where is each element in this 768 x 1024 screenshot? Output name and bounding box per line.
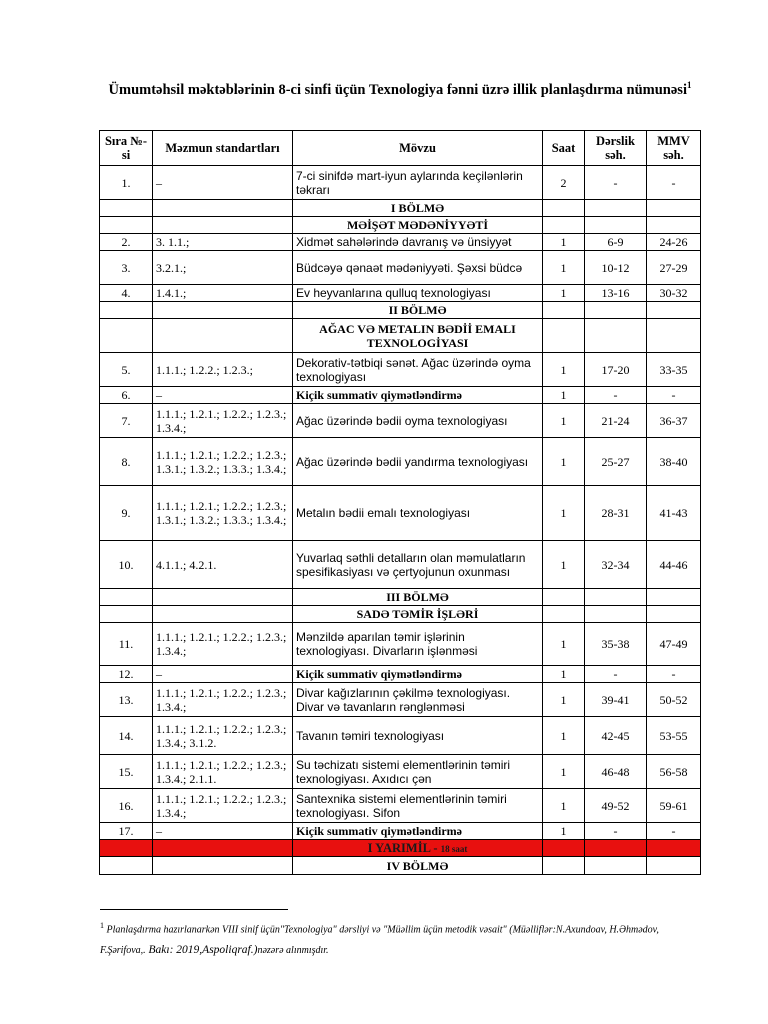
- table-row: [100, 166, 701, 200]
- row-mmv-page: 30-32: [647, 285, 701, 302]
- row-mmv-page: 47-49: [647, 623, 701, 666]
- empty-cell: [585, 319, 647, 353]
- empty-cell: [153, 857, 293, 875]
- row-standards: 1.1.1.; 1.2.1.; 1.2.2.; 1.2.3.; 1.3.1.; 1.3.2.; 1.3.3.; 1.3.4.;: [153, 486, 293, 541]
- row-standards: 1.1.1.; 1.2.1.; 1.2.2.; 1.2.3.; 1.3.4.;: [153, 404, 293, 438]
- row-topic: Kiçik summativ qiymətləndirmə: [293, 666, 543, 683]
- row-number: 10.: [100, 541, 153, 589]
- section-title: SADƏ TƏMİR İŞLƏRİ: [293, 606, 543, 623]
- section-title: MƏİŞƏT MƏDƏNİYYƏTİ: [293, 217, 543, 234]
- row-topic: Ağac üzərində bədii yandırma texnologiyası: [293, 438, 543, 486]
- table-row: [100, 789, 701, 823]
- empty-cell: [543, 589, 585, 606]
- empty-cell: [100, 200, 153, 217]
- row-number: 13.: [100, 683, 153, 717]
- row-textbook-page: 32-34: [585, 541, 647, 589]
- empty-cell: [153, 840, 293, 857]
- empty-cell: [100, 589, 153, 606]
- row-hours: 1: [543, 683, 585, 717]
- empty-cell: [100, 319, 153, 353]
- empty-cell: [543, 200, 585, 217]
- section-row: [100, 200, 701, 217]
- table-row: [100, 666, 701, 683]
- row-number: 17.: [100, 823, 153, 840]
- empty-cell: [153, 200, 293, 217]
- empty-cell: [153, 302, 293, 319]
- row-textbook-page: 49-52: [585, 789, 647, 823]
- section-title: III BÖLMƏ: [293, 589, 543, 606]
- footnote-mark: 1: [100, 921, 104, 930]
- row-standards: 1.1.1.; 1.2.1.; 1.2.2.; 1.2.3.; 1.3.4.;: [153, 789, 293, 823]
- row-topic: Santexnika sistemi elementlərinin təmiri texnologiyası. Sifon: [293, 789, 543, 823]
- row-hours: 1: [543, 623, 585, 666]
- page-title: [100, 74, 700, 101]
- row-standards: –: [153, 823, 293, 840]
- plan-table-body: [100, 166, 701, 875]
- table-row: [100, 755, 701, 789]
- table-row: [100, 683, 701, 717]
- row-mmv-page: 36-37: [647, 404, 701, 438]
- empty-cell: [153, 606, 293, 623]
- empty-cell: [585, 200, 647, 217]
- row-hours: 1: [543, 285, 585, 302]
- row-textbook-page: 46-48: [585, 755, 647, 789]
- row-standards: 1.1.1.; 1.2.1.; 1.2.2.; 1.2.3.; 1.3.4.;: [153, 623, 293, 666]
- row-mmv-page: 38-40: [647, 438, 701, 486]
- row-hours: 1: [543, 666, 585, 683]
- row-number: 5.: [100, 353, 153, 387]
- table-row: [100, 623, 701, 666]
- row-standards: 1.4.1.;: [153, 285, 293, 302]
- page-title-text: Ümumtəhsil məktəblərinin 8-ci sinfi üçün Texnologiya fənni üzrə illik planlaşdırma nümunəsi: [108, 81, 687, 98]
- row-standards: 1.1.1.; 1.2.2.; 1.2.3.;: [153, 353, 293, 387]
- section-title: I BÖLMƏ: [293, 200, 543, 217]
- row-mmv-page: 56-58: [647, 755, 701, 789]
- row-hours: 1: [543, 353, 585, 387]
- row-standards: –: [153, 666, 293, 683]
- empty-cell: [585, 840, 647, 857]
- section-row: [100, 217, 701, 234]
- header-mmv-page: MMV səh.: [647, 131, 701, 166]
- semester-row: [100, 840, 701, 857]
- row-textbook-page: 28-31: [585, 486, 647, 541]
- row-hours: 1: [543, 251, 585, 285]
- table-row: [100, 438, 701, 486]
- row-textbook-page: -: [585, 666, 647, 683]
- row-topic: Mənzildə aparılan təmir işlərinin texnologiyası. Divarların işlənməsi: [293, 623, 543, 666]
- row-textbook-page: 25-27: [585, 438, 647, 486]
- row-topic: Xidmət sahələrində davranış və ünsiyyət: [293, 234, 543, 251]
- row-topic: Ev heyvanlarına qulluq texnologiyası: [293, 285, 543, 302]
- row-mmv-page: 50-52: [647, 683, 701, 717]
- row-textbook-page: 42-45: [585, 717, 647, 755]
- empty-cell: [543, 319, 585, 353]
- row-number: 11.: [100, 623, 153, 666]
- row-topic: Dekorativ-tətbiqi sənət. Ağac üzərində oyma texnologiyası: [293, 353, 543, 387]
- semester-label: I YARIMİL -: [367, 840, 441, 855]
- row-number: 7.: [100, 404, 153, 438]
- empty-cell: [585, 302, 647, 319]
- title-footnote-mark: 1: [686, 80, 692, 90]
- row-textbook-page: 10-12: [585, 251, 647, 285]
- empty-cell: [647, 302, 701, 319]
- row-hours: 1: [543, 823, 585, 840]
- empty-cell: [647, 606, 701, 623]
- footnote-text-1: Planlaşdırma hazırlanarkən VIII sinif üçün"Texnologiya" dərsliyi və "Müəllim üçün metodik vəsait" (Müəlliflər:N.Axundoav, H.Əhmədov, F.Şərifova,.: [100, 924, 659, 957]
- row-number: 14.: [100, 717, 153, 755]
- empty-cell: [153, 217, 293, 234]
- table-row: [100, 404, 701, 438]
- footnote: [100, 916, 700, 961]
- row-mmv-page: -: [647, 387, 701, 404]
- footnote-text-2: Bakı: 2019,Aspoliqraf.): [145, 944, 258, 957]
- table-row: [100, 486, 701, 541]
- section-row: [100, 302, 701, 319]
- row-number: 16.: [100, 789, 153, 823]
- plan-table: [99, 130, 701, 875]
- row-hours: 1: [543, 404, 585, 438]
- row-mmv-page: 27-29: [647, 251, 701, 285]
- semester-title: [293, 840, 543, 857]
- empty-cell: [543, 606, 585, 623]
- table-header-row: [100, 131, 701, 166]
- table-row: [100, 234, 701, 251]
- row-standards: 1.1.1.; 1.2.1.; 1.2.2.; 1.2.3.; 1.3.4.; 2.1.1.: [153, 755, 293, 789]
- row-textbook-page: 13-16: [585, 285, 647, 302]
- footnote-text-3: nəzərə alınmışdır.: [257, 945, 329, 957]
- empty-cell: [585, 606, 647, 623]
- row-textbook-page: -: [585, 387, 647, 404]
- row-topic: 7-ci sinifdə mart-iyun aylarında keçilənlərin təkrarı: [293, 166, 543, 200]
- row-topic: Büdcəyə qənaət mədəniyyəti. Şəxsi büdcə: [293, 251, 543, 285]
- row-number: 8.: [100, 438, 153, 486]
- empty-cell: [647, 589, 701, 606]
- row-mmv-page: -: [647, 666, 701, 683]
- section-row: [100, 589, 701, 606]
- row-topic: Divar kağızlarının çəkilmə texnologiyası. Divar və tavanların rənglənməsi: [293, 683, 543, 717]
- row-number: 3.: [100, 251, 153, 285]
- row-standards: 1.1.1.; 1.2.1.; 1.2.2.; 1.2.3.; 1.3.1.; 1.3.2.; 1.3.3.; 1.3.4.;: [153, 438, 293, 486]
- header-textbook-page: Dərslik səh.: [585, 131, 647, 166]
- table-row: [100, 387, 701, 404]
- empty-cell: [647, 319, 701, 353]
- empty-cell: [543, 840, 585, 857]
- table-row: [100, 823, 701, 840]
- empty-cell: [100, 302, 153, 319]
- section-row: [100, 319, 701, 353]
- row-textbook-page: 21-24: [585, 404, 647, 438]
- row-standards: 4.1.1.; 4.2.1.: [153, 541, 293, 589]
- semester-hours: 18 saat: [440, 843, 468, 854]
- empty-cell: [543, 217, 585, 234]
- empty-cell: [153, 589, 293, 606]
- row-textbook-page: 17-20: [585, 353, 647, 387]
- row-number: 12.: [100, 666, 153, 683]
- footnote-separator: [100, 909, 288, 910]
- table-row: [100, 285, 701, 302]
- row-hours: 1: [543, 755, 585, 789]
- row-topic: Ağac üzərində bədii oyma texnologiyası: [293, 404, 543, 438]
- row-textbook-page: 39-41: [585, 683, 647, 717]
- section-row: [100, 606, 701, 623]
- empty-cell: [585, 589, 647, 606]
- row-mmv-page: -: [647, 823, 701, 840]
- row-number: 4.: [100, 285, 153, 302]
- row-standards: 1.1.1.; 1.2.1.; 1.2.2.; 1.2.3.; 1.3.4.; 3.1.2.: [153, 717, 293, 755]
- row-mmv-page: 59-61: [647, 789, 701, 823]
- empty-cell: [543, 857, 585, 875]
- row-standards: 1.1.1.; 1.2.1.; 1.2.2.; 1.2.3.; 1.3.4.;: [153, 683, 293, 717]
- empty-cell: [153, 319, 293, 353]
- empty-cell: [585, 857, 647, 875]
- row-mmv-page: 44-46: [647, 541, 701, 589]
- row-standards: –: [153, 166, 293, 200]
- section-row: [100, 857, 701, 875]
- row-mmv-page: 33-35: [647, 353, 701, 387]
- header-no: Sıra №-si: [100, 131, 153, 166]
- row-standards: 3. 1.1.;: [153, 234, 293, 251]
- row-textbook-page: 6-9: [585, 234, 647, 251]
- empty-cell: [543, 302, 585, 319]
- row-topic: Kiçik summativ qiymətləndirmə: [293, 387, 543, 404]
- empty-cell: [647, 840, 701, 857]
- section-title: AĞAC VƏ METALIN BƏDİİ EMALI TEXNOLOGİYASI: [293, 319, 543, 353]
- row-number: 6.: [100, 387, 153, 404]
- header-hours: Saat: [543, 131, 585, 166]
- row-hours: 1: [543, 486, 585, 541]
- row-number: 1.: [100, 166, 153, 200]
- row-hours: 2: [543, 166, 585, 200]
- section-title: IV BÖLMƏ: [293, 857, 543, 875]
- row-topic: Tavanın təmiri texnologiyası: [293, 717, 543, 755]
- row-number: 15.: [100, 755, 153, 789]
- row-hours: 1: [543, 789, 585, 823]
- header-standards: Məzmun standartları: [153, 131, 293, 166]
- row-number: 9.: [100, 486, 153, 541]
- empty-cell: [647, 857, 701, 875]
- empty-cell: [585, 217, 647, 234]
- row-hours: 1: [543, 387, 585, 404]
- row-topic: Metalın bədii emalı texnologiyası: [293, 486, 543, 541]
- row-number: 2.: [100, 234, 153, 251]
- row-textbook-page: 35-38: [585, 623, 647, 666]
- empty-cell: [100, 606, 153, 623]
- row-mmv-page: -: [647, 166, 701, 200]
- empty-cell: [647, 200, 701, 217]
- row-topic: Yuvarlaq səthli detalların olan məmulatların spesifikasiyası və çertyojunun oxunması: [293, 541, 543, 589]
- table-row: [100, 717, 701, 755]
- row-mmv-page: 24-26: [647, 234, 701, 251]
- row-standards: –: [153, 387, 293, 404]
- row-mmv-page: 53-55: [647, 717, 701, 755]
- row-topic: Kiçik summativ qiymətləndirmə: [293, 823, 543, 840]
- table-row: [100, 353, 701, 387]
- section-title: II BÖLMƏ: [293, 302, 543, 319]
- row-mmv-page: 41-43: [647, 486, 701, 541]
- row-hours: 1: [543, 717, 585, 755]
- header-topic: Mövzu: [293, 131, 543, 166]
- table-row: [100, 541, 701, 589]
- row-topic: Su təchizatı sistemi elementlərinin təmiri texnologiyası. Axıdıcı çən: [293, 755, 543, 789]
- row-standards: 3.2.1.;: [153, 251, 293, 285]
- row-hours: 1: [543, 234, 585, 251]
- row-hours: 1: [543, 541, 585, 589]
- row-textbook-page: -: [585, 823, 647, 840]
- table-row: [100, 251, 701, 285]
- empty-cell: [100, 840, 153, 857]
- empty-cell: [100, 217, 153, 234]
- row-textbook-page: -: [585, 166, 647, 200]
- empty-cell: [100, 857, 153, 875]
- row-hours: 1: [543, 438, 585, 486]
- empty-cell: [647, 217, 701, 234]
